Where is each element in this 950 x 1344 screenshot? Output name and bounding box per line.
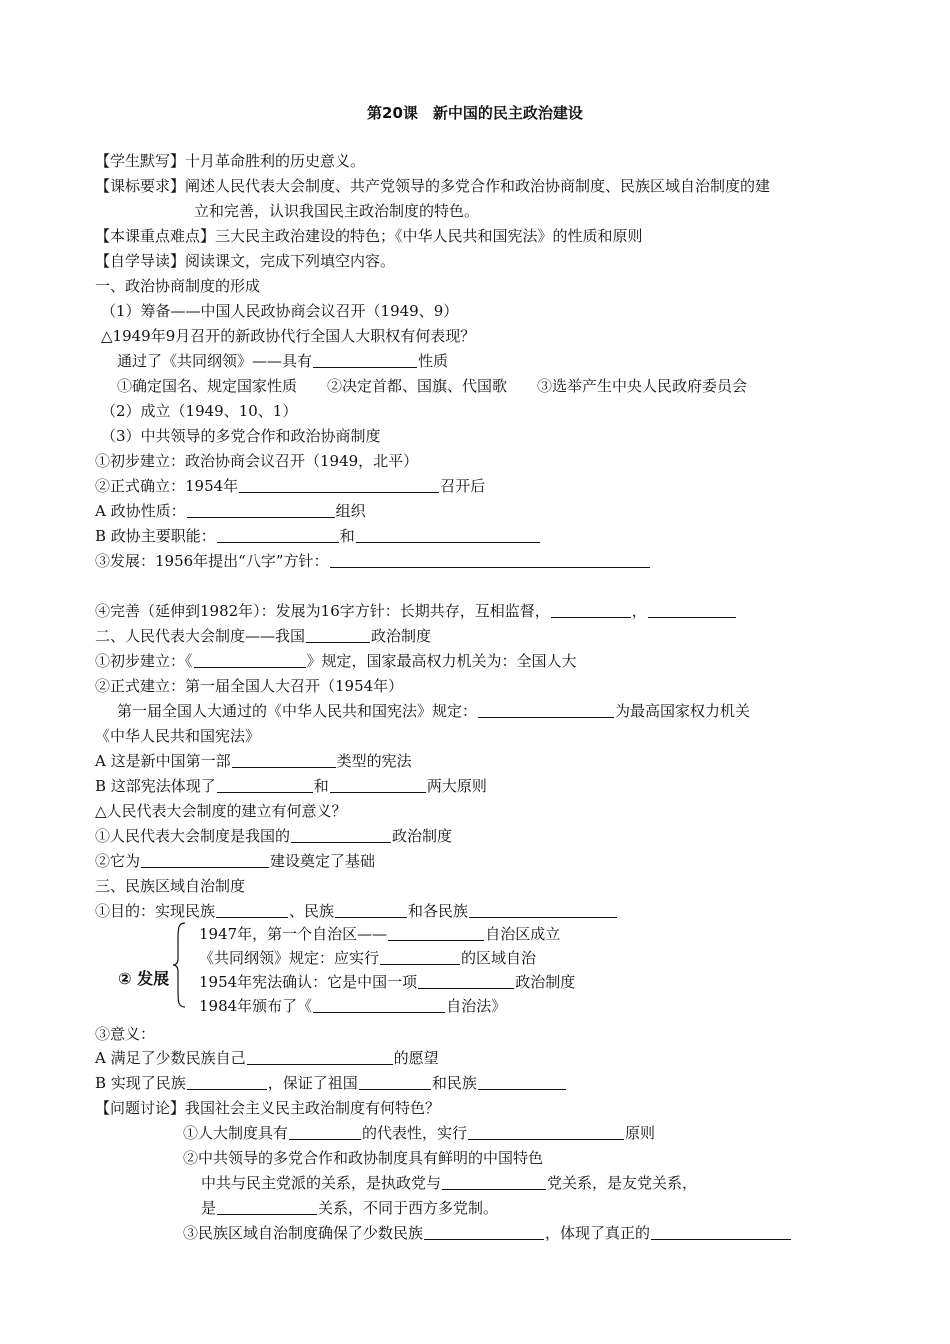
s2-type-suffix: 类型的宪法 bbox=[336, 752, 412, 770]
s2-initial bbox=[95, 651, 577, 671]
s1-development-text: ③发展：1956年提出“八字”方针： bbox=[95, 552, 329, 570]
blank-field[interactable] bbox=[313, 997, 445, 1013]
blank-field[interactable] bbox=[651, 1224, 791, 1240]
disc-4-suffix: 关系，不同于西方多党制。 bbox=[318, 1199, 499, 1217]
blank-field[interactable] bbox=[217, 1199, 317, 1215]
dev-1947 bbox=[199, 924, 560, 944]
s2-initial-text: ①初步建立：《 bbox=[95, 652, 193, 670]
s1-perfection-comma: ， bbox=[631, 602, 647, 620]
dev-cp-suffix: 的区域自治 bbox=[461, 949, 537, 967]
section-1-heading: 一、政治协商制度的形成 bbox=[95, 277, 261, 295]
s2-formal: ②正式建立：第一届全国人大召开（1954年） bbox=[95, 677, 404, 695]
s2-sig2-suffix: 建设奠定了基础 bbox=[270, 852, 376, 870]
blank-field[interactable] bbox=[380, 949, 460, 965]
s1-program-line bbox=[117, 351, 448, 371]
s3-purpose-end: 和各民族 bbox=[408, 902, 469, 920]
s3-sig-a bbox=[95, 1048, 439, 1068]
blank-field[interactable] bbox=[468, 1124, 624, 1140]
s3-sig-a-suffix: 的愿望 bbox=[393, 1049, 439, 1067]
blank-field[interactable] bbox=[424, 1224, 544, 1240]
s2-principles-text: B 这部宪法体现了 bbox=[95, 777, 216, 795]
blank-field[interactable] bbox=[442, 1174, 546, 1190]
s2-heading-suffix: 政治制度 bbox=[371, 627, 432, 645]
dev-1954 bbox=[199, 972, 575, 992]
s3-sig-b-end: 和民族 bbox=[431, 1074, 477, 1092]
s1-cppcc-nature bbox=[95, 501, 366, 521]
blank-field[interactable] bbox=[187, 1074, 267, 1090]
s2-sig2-text: ②它为 bbox=[95, 852, 141, 870]
s1-development bbox=[95, 551, 651, 571]
discussion-1 bbox=[183, 1123, 655, 1143]
s3-sig-b-mid: ，保证了祖国 bbox=[267, 1074, 358, 1092]
s1-preparation: （1）筹备——中国人民政协商会议召开（1949、9） bbox=[101, 302, 459, 320]
s1-program-text: 通过了《共同纲领》——具有 bbox=[117, 352, 313, 370]
s1-formal bbox=[95, 476, 485, 496]
s1-cppcc-function bbox=[95, 526, 541, 546]
s1-function-and: 和 bbox=[339, 527, 355, 545]
key-points-line: 【本课重点难点】三大民主政治建设的特色；《中华人民共和国宪法》的性质和原则 bbox=[95, 227, 643, 245]
blank-field[interactable] bbox=[330, 552, 650, 568]
s1-nature-suffix: 组织 bbox=[335, 502, 366, 520]
disc-1-suffix: 原则 bbox=[625, 1124, 656, 1142]
blank-field[interactable] bbox=[648, 602, 736, 618]
s3-sig-a-text: A 满足了少数民族自己 bbox=[95, 1049, 246, 1067]
discussion-2: ②中共领导的多党合作和政协制度具有鲜明的中国特色 bbox=[183, 1149, 544, 1167]
blank-field[interactable] bbox=[239, 477, 439, 493]
s3-significance: ③意义： bbox=[95, 1025, 156, 1043]
s2-significance-2 bbox=[95, 851, 375, 871]
s2-rule-text: 第一届全国人大通过的《中华人民共和国宪法》规定： bbox=[117, 702, 478, 720]
s1-question: △1949年9月召开的新政协代行全国人大职权有何表现？ bbox=[101, 327, 476, 345]
s3-purpose-mid: 、民族 bbox=[289, 902, 335, 920]
dev-cp-text: 《共同纲领》规定：应实行 bbox=[199, 949, 380, 967]
s2-type-text: A 这是新中国第一部 bbox=[95, 752, 231, 770]
s3-sig-b-text: B 实现了民族 bbox=[95, 1074, 186, 1092]
s1-multiparty: （3）中共领导的多党合作和政治协商制度 bbox=[101, 427, 381, 445]
s1-program-suffix: 性质 bbox=[418, 352, 449, 370]
s2-question: △人民代表大会制度的建立有何意义？ bbox=[95, 802, 347, 820]
s3-purpose bbox=[95, 901, 618, 921]
s1-perfection bbox=[95, 601, 737, 621]
blank-field[interactable] bbox=[418, 973, 514, 989]
disc-5-text: ③民族区域自治制度确保了少数民族 bbox=[183, 1224, 424, 1242]
s2-constitution-rule bbox=[117, 701, 750, 721]
dev-1954-text: 1954年宪法确认：它是中国一项 bbox=[199, 973, 418, 991]
dev-1984-text: 1984年颁布了《 bbox=[199, 997, 313, 1015]
blank-field[interactable] bbox=[359, 1074, 431, 1090]
s2-principles-and: 和 bbox=[313, 777, 329, 795]
blank-field[interactable] bbox=[194, 652, 306, 668]
s1-perfection-text: ④完善（延伸到1982年）：发展为16字方针：长期共存，互相监督， bbox=[95, 602, 550, 620]
blank-field[interactable] bbox=[306, 627, 370, 643]
s2-principles-suffix: 两大原则 bbox=[426, 777, 487, 795]
discussion-4 bbox=[201, 1198, 498, 1218]
s2-sig1-text: ①人民代表大会制度是我国的 bbox=[95, 827, 291, 845]
disc-4-text: 是 bbox=[201, 1199, 217, 1217]
blank-field[interactable] bbox=[313, 352, 417, 368]
s2-heading-text: 二、人民代表大会制度——我国 bbox=[95, 627, 306, 645]
blank-field[interactable] bbox=[217, 777, 313, 793]
blank-field[interactable] bbox=[478, 702, 614, 718]
blank-field[interactable] bbox=[217, 527, 339, 543]
s1-items: ①确定国名、规定国家性质 ②决定首都、国旗、代国歌 ③选举产生中央人民政府委员会 bbox=[117, 377, 748, 395]
blank-field[interactable] bbox=[216, 902, 288, 918]
dev-1984-suffix: 自治法》 bbox=[446, 997, 507, 1015]
s2-significance-1 bbox=[95, 826, 452, 846]
curriculum-requirement-line: 【课标要求】阐述人民代表大会制度、共产党领导的多党合作和政治协商制度、民族区域自治制度的建 bbox=[95, 177, 771, 195]
s1-establishment: （2）成立（1949、10、1） bbox=[101, 402, 298, 420]
blank-field[interactable] bbox=[289, 1124, 361, 1140]
blank-field[interactable] bbox=[291, 827, 391, 843]
discussion-3 bbox=[201, 1173, 697, 1193]
dev-1947-text: 1947年，第一个自治区—— bbox=[199, 925, 388, 943]
blank-field[interactable] bbox=[478, 1074, 566, 1090]
discussion-heading: 【问题讨论】我国社会主义民主政治制度有何特色？ bbox=[95, 1099, 441, 1117]
s1-initial: ①初步建立：政治协商会议召开（1949，北平） bbox=[95, 452, 419, 470]
brace-icon bbox=[172, 922, 186, 1008]
page-title: 第20课 新中国的民主政治建设 bbox=[367, 104, 583, 122]
disc-5-mid: ，体现了真正的 bbox=[545, 1224, 651, 1242]
blank-field[interactable] bbox=[335, 902, 407, 918]
s2-principles bbox=[95, 776, 487, 796]
s3-sig-b bbox=[95, 1073, 567, 1093]
blank-field[interactable] bbox=[469, 902, 617, 918]
blank-field[interactable] bbox=[141, 852, 269, 868]
s1-nature-text: A 政协性质： bbox=[95, 502, 186, 520]
blank-field[interactable] bbox=[330, 777, 426, 793]
section-3-heading: 三、民族区域自治制度 bbox=[95, 877, 246, 895]
s2-sig1-suffix: 政治制度 bbox=[392, 827, 453, 845]
student-dictation-line: 【学生默写】十月革命胜利的历史意义。 bbox=[95, 152, 366, 170]
dev-1954-suffix: 政治制度 bbox=[515, 973, 576, 991]
s3-purpose-text: ①目的：实现民族 bbox=[95, 902, 216, 920]
self-study-line: 【自学导读】阅读课文，完成下列填空内容。 bbox=[95, 252, 396, 270]
s2-rule-suffix: 为最高国家权力机关 bbox=[615, 702, 751, 720]
discussion-5 bbox=[183, 1223, 792, 1243]
blank-field[interactable] bbox=[551, 602, 631, 618]
disc-3-suffix: 党关系，是友党关系， bbox=[547, 1174, 698, 1192]
disc-1-mid: 的代表性，实行 bbox=[362, 1124, 468, 1142]
development-label: ② 发展 bbox=[118, 969, 170, 988]
blank-field[interactable] bbox=[187, 502, 335, 518]
blank-field[interactable] bbox=[232, 752, 336, 768]
disc-1-text: ①人大制度具有 bbox=[183, 1124, 289, 1142]
blank-field[interactable] bbox=[247, 1049, 393, 1065]
s1-formal-suffix: 召开后 bbox=[440, 477, 486, 495]
s2-initial-suffix: 》规定，国家最高权力机关为：全国人大 bbox=[306, 652, 577, 670]
curriculum-requirement-cont: 立和完善，认识我国民主政治制度的特色。 bbox=[194, 202, 480, 220]
dev-common-program bbox=[199, 948, 536, 968]
section-2-heading bbox=[95, 626, 431, 646]
dev-1984 bbox=[199, 996, 506, 1016]
disc-3-text: 中共与民主党派的关系，是执政党与 bbox=[201, 1174, 442, 1192]
s2-constitution-type bbox=[95, 751, 412, 771]
s1-formal-text: ②正式确立：1954年 bbox=[95, 477, 239, 495]
s2-constitution-title: 《中华人民共和国宪法》 bbox=[95, 727, 261, 745]
dev-1947-suffix: 自治区成立 bbox=[485, 925, 561, 943]
blank-field[interactable] bbox=[356, 527, 540, 543]
s1-function-text: B 政协主要职能： bbox=[95, 527, 216, 545]
blank-field[interactable] bbox=[388, 925, 484, 941]
